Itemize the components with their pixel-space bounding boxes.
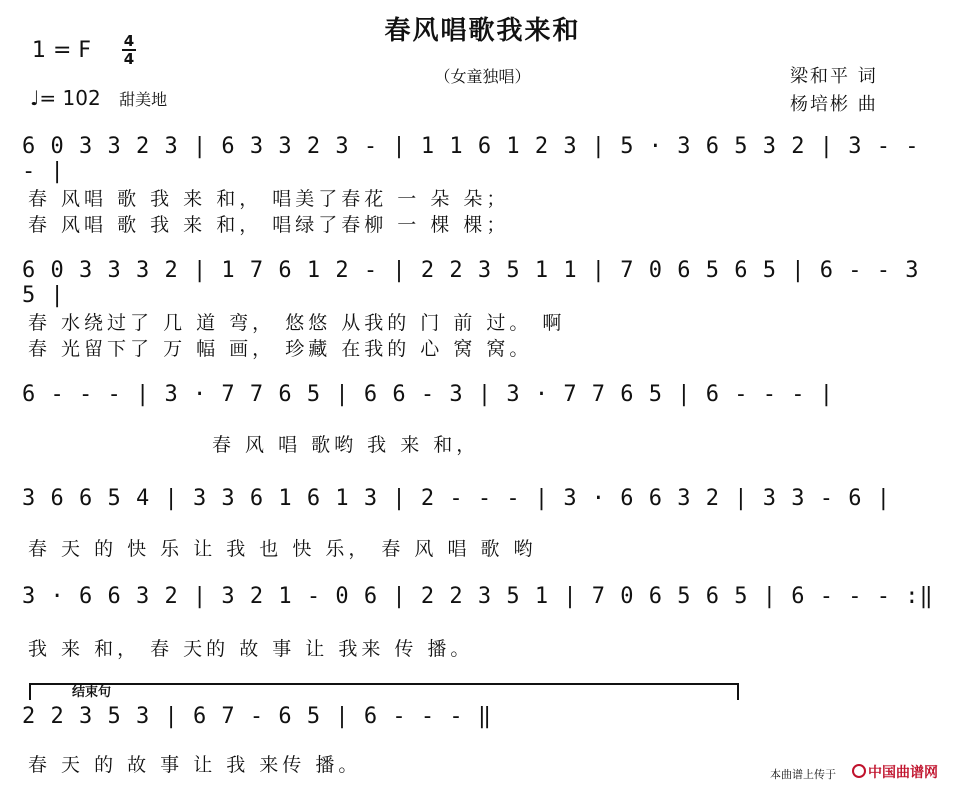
- lyric-line-2-verse-2: 春 光留下了 万 幅 画， 珍藏 在我的 心 窝 窝。: [28, 338, 533, 360]
- notation-line-2: 6 0 3 3 3 2 | 1 7 6 1 2 - | 2 2 3 5 1 1 | 7 0 6 5 6 5 | 6 - - 3 5 |: [22, 258, 920, 308]
- time-signature-bottom: 4: [123, 50, 135, 68]
- lyricist-credit: 梁和平 词: [790, 66, 878, 87]
- ending-label: 结束句: [72, 685, 112, 700]
- ending-lyrics: 春 天 的 故 事 让 我 来传 播。: [28, 754, 362, 776]
- upload-note: 本曲谱上传于: [770, 768, 836, 781]
- tempo-value: ♩= 102: [30, 86, 101, 110]
- lyric-line-1-verse-1: 春 风唱 歌 我 来 和， 唱美了春花 一 朵 朵；: [28, 188, 510, 210]
- ending-notation: 2 2 3 5 3 | 6 7 - 6 5 | 6 - - - ‖: [22, 704, 493, 729]
- lyric-line-4-verse-1: 春 天 的 快 乐 让 我 也 快 乐， 春 风 唱 歌 哟: [28, 538, 537, 560]
- time-signature-top: 4: [123, 32, 135, 50]
- lyric-line-2-verse-1: 春 水绕过了 几 道 弯， 悠悠 从我的 门 前 过。 啊: [28, 312, 566, 334]
- composer-credit: 杨培彬 曲: [790, 94, 878, 115]
- expression-marking: 甜美地: [119, 90, 168, 109]
- notation-line-3: 6 - - - | 3 · 7 7 6 5 | 6 6 - 3 | 3 · 7 7 6 5 | 6 - - - |: [22, 382, 834, 407]
- song-title: 春风唱歌我来和: [384, 16, 581, 46]
- lyric-line-1-verse-2: 春 风唱 歌 我 来 和， 唱绿了春柳 一 棵 棵；: [28, 214, 510, 236]
- song-subtitle: （女童独唱）: [434, 67, 531, 86]
- notation-line-4: 3 6 6 5 4 | 3 3 6 1 6 1 3 | 2 - - - | 3 · 6 6 3 2 | 3 3 - 6 |: [22, 486, 891, 511]
- notation-line-1: 6 0 3 3 2 3 | 6 3 3 2 3 - | 1 1 6 1 2 3 | 5 · 3 6 5 3 2 | 3 - - - |: [22, 134, 920, 184]
- notation-line-5: 3 · 6 6 3 2 | 3 2 1 - 0 6 | 2 2 3 5 1 | 7 0 6 5 6 5 | 6 - - - :‖: [22, 584, 934, 609]
- lyric-line-5-verse-1: 我 来 和， 春 天的 故 事 让 我来 传 播。: [28, 638, 474, 660]
- key-signature: 1 = F: [32, 38, 92, 63]
- lyric-line-3-verse-1: 春 风 唱 歌哟 我 来 和，: [212, 434, 480, 456]
- site-name: 中国曲谱网: [868, 765, 938, 781]
- site-logo-icon: [852, 764, 866, 778]
